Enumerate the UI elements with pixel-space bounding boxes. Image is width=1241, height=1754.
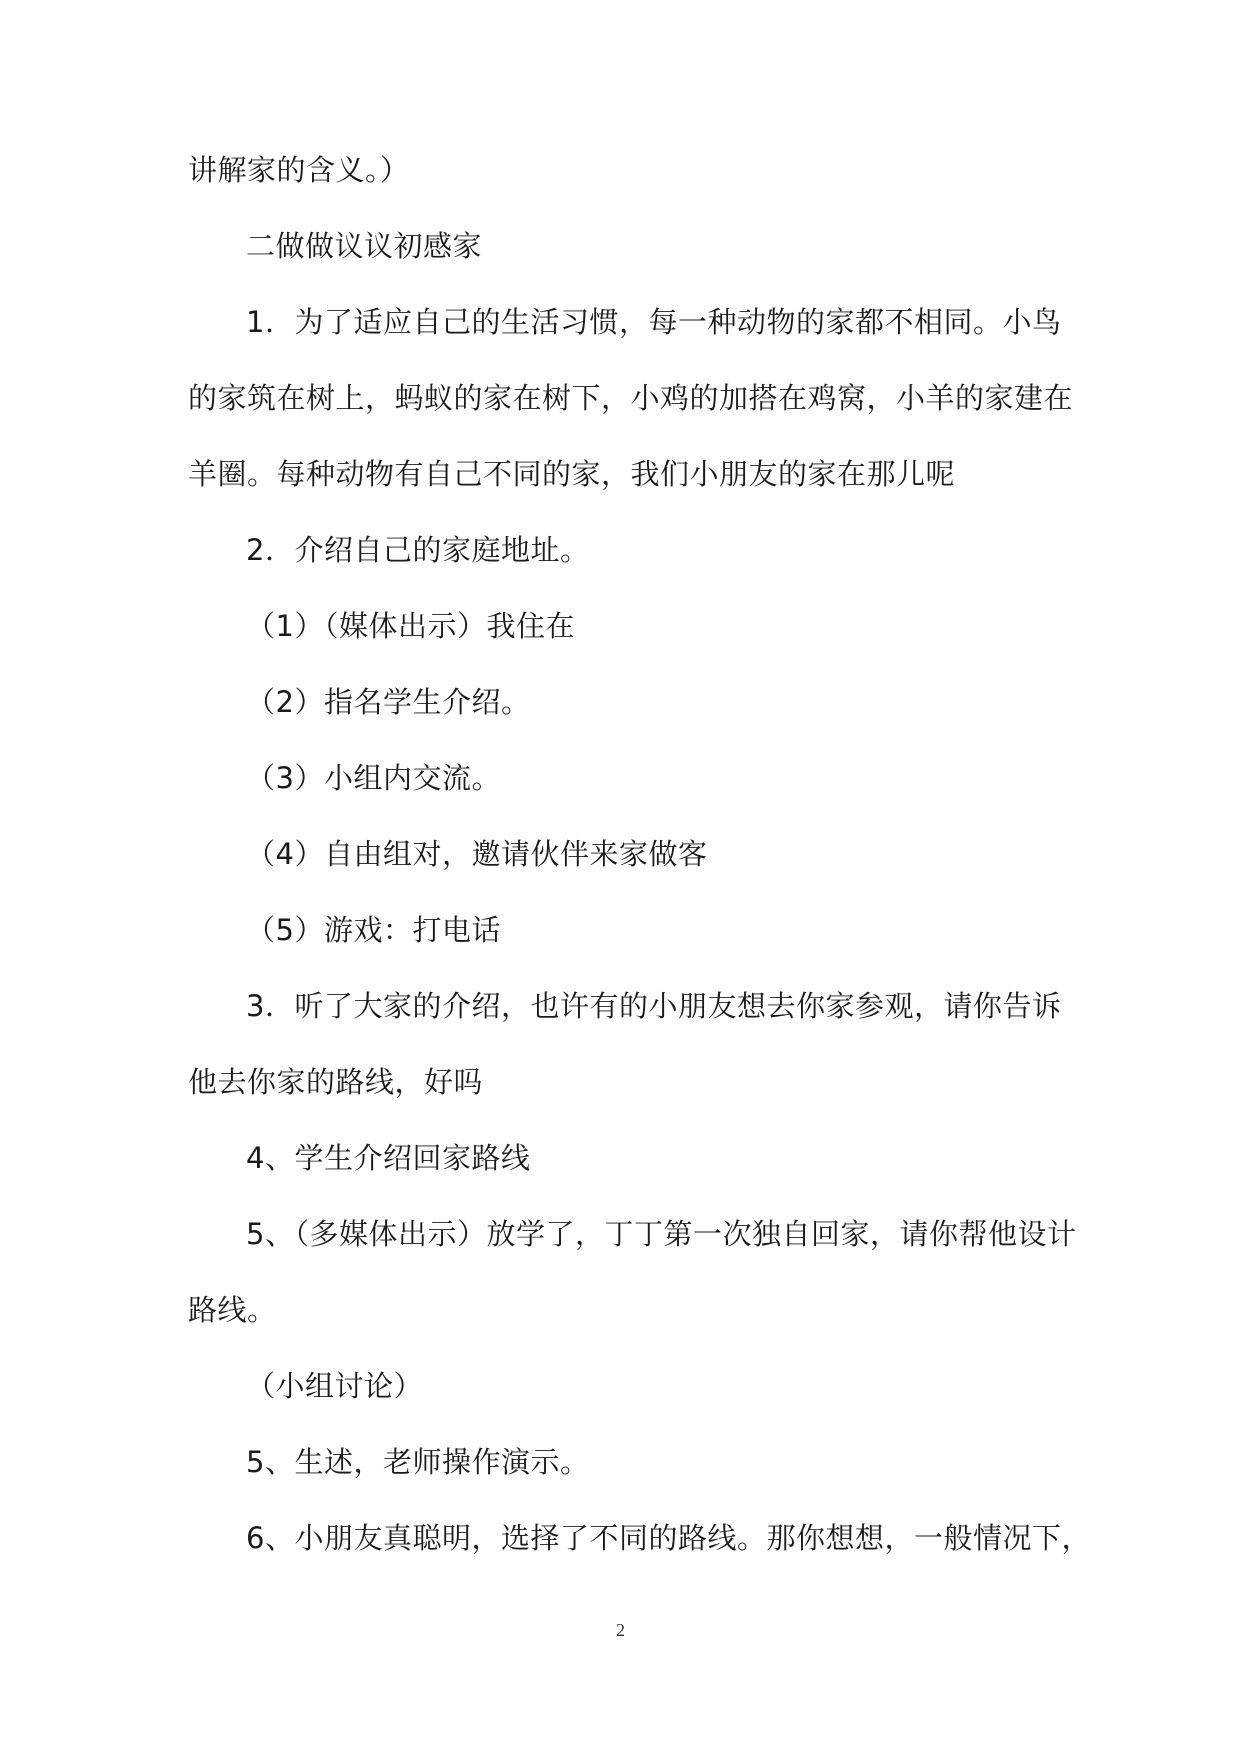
text-line-13: 他去你家的路线，好吗 <box>188 1065 484 1099</box>
text-line-11: （5）游戏：打电话 <box>246 913 501 947</box>
page-number: 2 <box>616 1620 625 1640</box>
text-line-19: 6、小朋友真聪明，选择了不同的路线。那你想想，一般情况下， <box>246 1521 1091 1555</box>
text-line-14: 4、学生介绍回家路线 <box>246 1141 531 1175</box>
text-line-9: （3）小组内交流。 <box>246 761 501 795</box>
text-line-17: （小组讨论） <box>246 1369 424 1403</box>
text-line-16: 路线。 <box>188 1293 277 1327</box>
text-line-5: 羊圈。每种动物有自己不同的家，我们小朋友的家在那儿呢 <box>188 457 956 491</box>
text-line-2: 二做做议议初感家 <box>246 229 483 263</box>
text-line-6: 2．介绍自己的家庭地址。 <box>246 533 590 567</box>
text-line-8: （2）指名学生介绍。 <box>246 685 531 719</box>
text-line-4: 的家筑在树上，蚂蚁的家在树下，小鸡的加搭在鸡窝，小羊的家建在 <box>188 381 1074 415</box>
text-line-3: 1．为了适应自己的生活习惯，每一种动物的家都不相同。小鸟 <box>246 305 1062 339</box>
text-line-15: 5、（多媒体出示）放学了，丁丁第一次独自回家，请你帮他设计 <box>246 1217 1077 1251</box>
text-line-10: （4）自由组对，邀请伙伴来家做客 <box>246 837 708 871</box>
text-line-12: 3．听了大家的介绍，也许有的小朋友想去你家参观，请你告诉 <box>246 989 1062 1023</box>
text-line-18: 5、生述，老师操作演示。 <box>246 1445 590 1479</box>
text-line-1: 讲解家的含义。） <box>188 153 410 187</box>
text-line-7: （1）（媒体出示）我住在 <box>246 609 575 643</box>
